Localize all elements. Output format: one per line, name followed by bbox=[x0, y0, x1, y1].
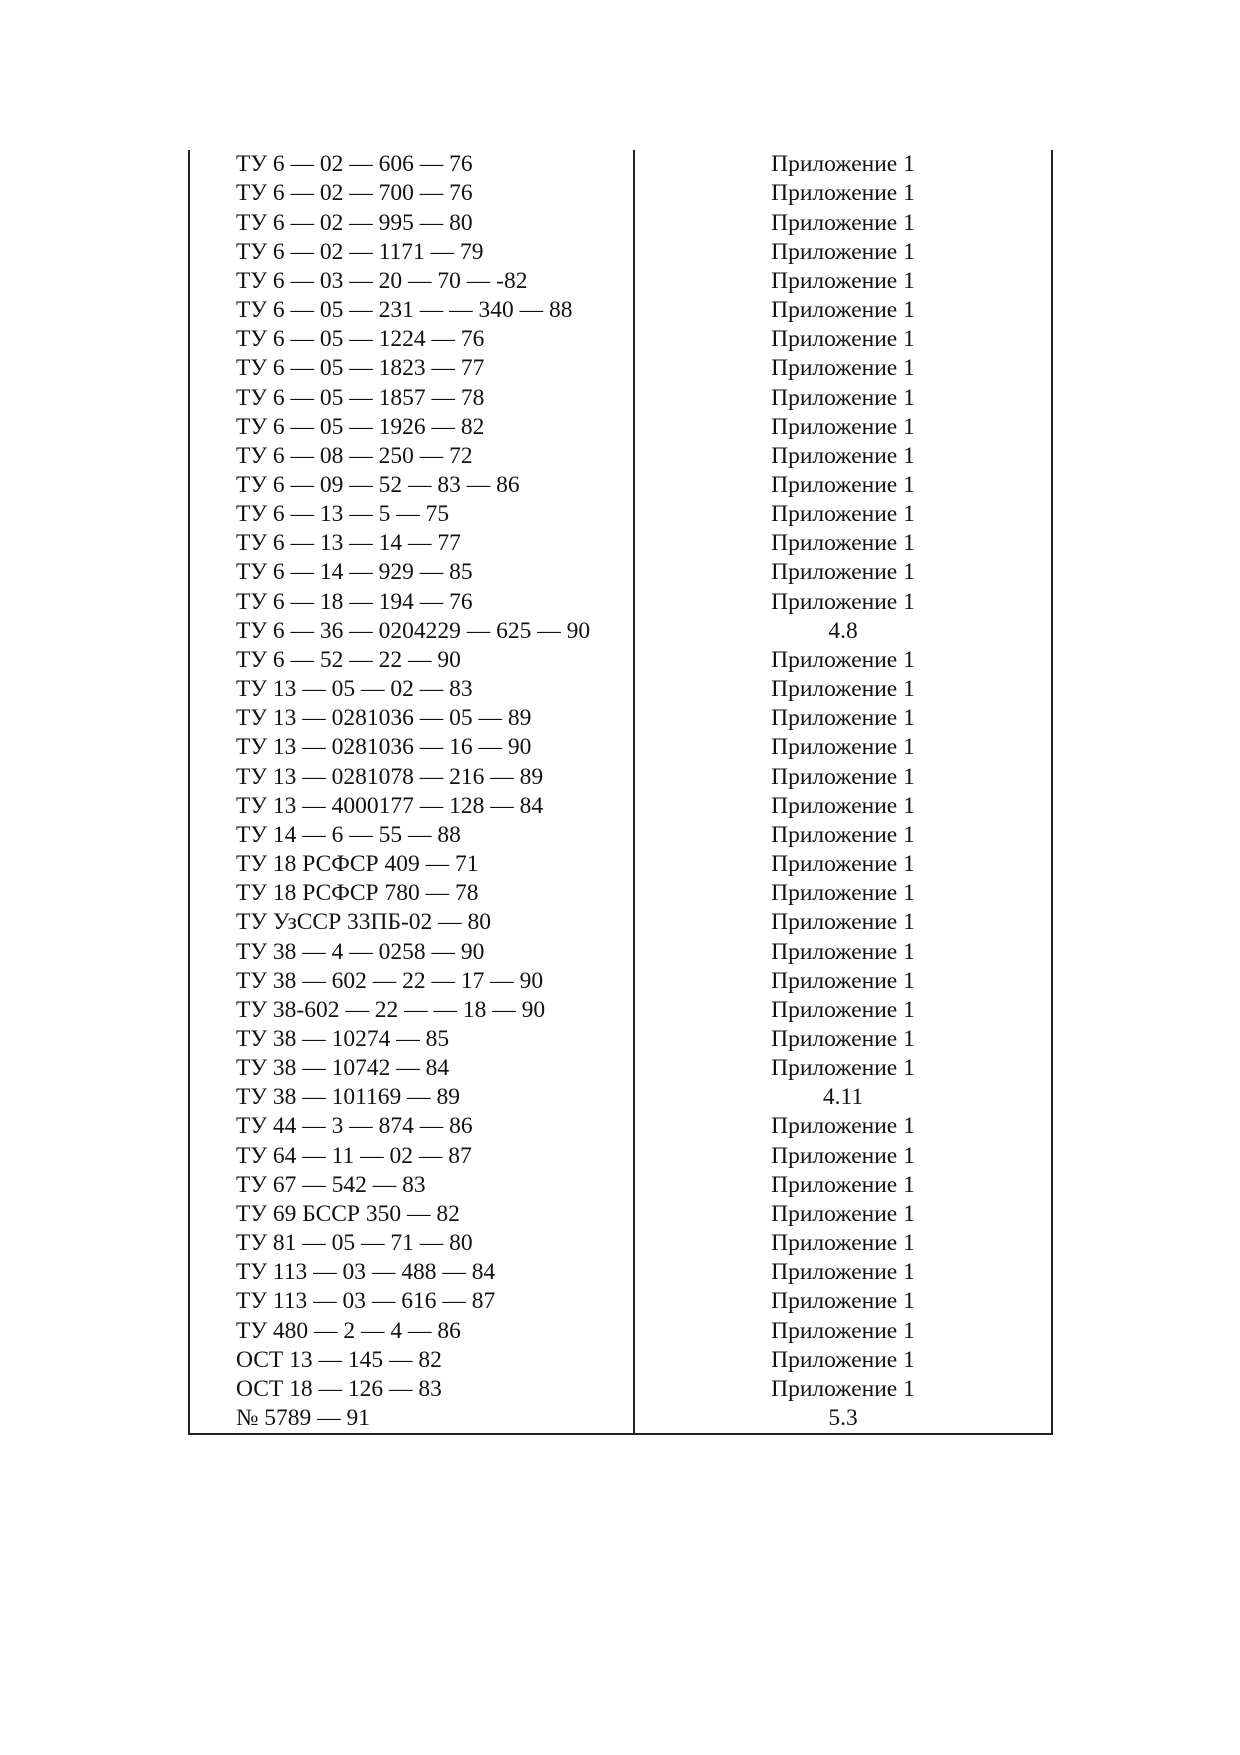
document-reference-cell: Приложение 1 bbox=[634, 558, 1052, 587]
standard-designation-cell: ТУ 6 — 05 — 1857 — 78 bbox=[189, 383, 634, 412]
document-reference-cell: Приложение 1 bbox=[634, 471, 1052, 500]
standard-designation-cell: ОСТ 18 — 126 — 83 bbox=[189, 1375, 634, 1404]
table-row bbox=[189, 937, 1052, 966]
standard-designation-cell: ТУ 38 — 101169 — 89 bbox=[189, 1083, 634, 1112]
standard-designation-cell: ТУ 38 — 4 — 0258 — 90 bbox=[189, 937, 634, 966]
document-reference-cell: Приложение 1 bbox=[634, 646, 1052, 675]
table-row bbox=[189, 1287, 1052, 1316]
standard-designation-cell: ТУ 81 — 05 — 71 — 80 bbox=[189, 1229, 634, 1258]
standard-designation-cell: ТУ 6 — 09 — 52 — 83 — 86 bbox=[189, 471, 634, 500]
standard-designation-cell: ТУ 13 — 0281036 — 16 — 90 bbox=[189, 733, 634, 762]
document-reference-cell: Приложение 1 bbox=[634, 1200, 1052, 1229]
table-row bbox=[189, 1025, 1052, 1054]
table-row bbox=[189, 587, 1052, 616]
document-reference-cell: Приложение 1 bbox=[634, 762, 1052, 791]
table-row bbox=[189, 704, 1052, 733]
table-row bbox=[189, 908, 1052, 937]
standard-designation-cell: ТУ 6 — 05 — 1823 — 77 bbox=[189, 354, 634, 383]
standard-designation-cell: ТУ 64 — 11 — 02 — 87 bbox=[189, 1141, 634, 1170]
table-row bbox=[189, 1258, 1052, 1287]
standard-designation-cell: ТУ 6 — 03 — 20 — 70 — -82 bbox=[189, 267, 634, 296]
document-reference-cell: Приложение 1 bbox=[634, 296, 1052, 325]
standard-designation-cell: ТУ 113 — 03 — 616 — 87 bbox=[189, 1287, 634, 1316]
standard-designation-cell: ТУ 13 — 4000177 — 128 — 84 bbox=[189, 791, 634, 820]
document-reference-cell: Приложение 1 bbox=[634, 354, 1052, 383]
table-row bbox=[189, 325, 1052, 354]
table-row bbox=[189, 354, 1052, 383]
table-body bbox=[189, 150, 1052, 1434]
table-row bbox=[189, 1141, 1052, 1170]
document-reference-cell: Приложение 1 bbox=[634, 500, 1052, 529]
table-row bbox=[189, 267, 1052, 296]
document-reference-cell: Приложение 1 bbox=[634, 1170, 1052, 1199]
document-reference-cell: Приложение 1 bbox=[634, 1345, 1052, 1374]
standard-designation-cell: ТУ 13 — 0281078 — 216 — 89 bbox=[189, 762, 634, 791]
document-reference-cell: Приложение 1 bbox=[634, 1287, 1052, 1316]
table-row bbox=[189, 208, 1052, 237]
standard-designation-cell: ТУ 6 — 05 — 1224 — 76 bbox=[189, 325, 634, 354]
table-row bbox=[189, 733, 1052, 762]
table-row bbox=[189, 675, 1052, 704]
table-row bbox=[189, 1375, 1052, 1404]
table-row bbox=[189, 529, 1052, 558]
standard-designation-cell: ТУ 13 — 05 — 02 — 83 bbox=[189, 675, 634, 704]
standard-designation-cell: ТУ 113 — 03 — 488 — 84 bbox=[189, 1258, 634, 1287]
table-row bbox=[189, 179, 1052, 208]
standard-designation-cell: ТУ 13 — 0281036 — 05 — 89 bbox=[189, 704, 634, 733]
table-row bbox=[189, 617, 1052, 646]
document-reference-cell: Приложение 1 bbox=[634, 237, 1052, 266]
standard-designation-cell: ТУ 67 — 542 — 83 bbox=[189, 1170, 634, 1199]
standard-designation-cell: ТУ 14 — 6 — 55 — 88 bbox=[189, 821, 634, 850]
document-reference-cell: Приложение 1 bbox=[634, 208, 1052, 237]
document-reference-cell: Приложение 1 bbox=[634, 529, 1052, 558]
table-row bbox=[189, 1316, 1052, 1345]
document-reference-cell: Приложение 1 bbox=[634, 850, 1052, 879]
table-row bbox=[189, 879, 1052, 908]
document-reference-cell: Приложение 1 bbox=[634, 1141, 1052, 1170]
document-reference-cell: Приложение 1 bbox=[634, 704, 1052, 733]
table-row bbox=[189, 150, 1052, 179]
standard-designation-cell: ТУ УзССР 33ПБ-02 — 80 bbox=[189, 908, 634, 937]
document-reference-cell: Приложение 1 bbox=[634, 1229, 1052, 1258]
document-reference-cell: Приложение 1 bbox=[634, 442, 1052, 471]
document-reference-cell: Приложение 1 bbox=[634, 1025, 1052, 1054]
table-row bbox=[189, 1404, 1052, 1434]
document-reference-cell: Приложение 1 bbox=[634, 937, 1052, 966]
table-row bbox=[189, 442, 1052, 471]
table-row bbox=[189, 1345, 1052, 1374]
standard-designation-cell: ТУ 6 — 08 — 250 — 72 bbox=[189, 442, 634, 471]
document-reference-cell: Приложение 1 bbox=[634, 383, 1052, 412]
table-row bbox=[189, 558, 1052, 587]
document-reference-cell: Приложение 1 bbox=[634, 996, 1052, 1025]
table-row bbox=[189, 966, 1052, 995]
standard-designation-cell: ТУ 6 — 13 — 5 — 75 bbox=[189, 500, 634, 529]
table-row bbox=[189, 1083, 1052, 1112]
table-row bbox=[189, 1200, 1052, 1229]
standard-designation-cell: ТУ 38-602 — 22 — — 18 — 90 bbox=[189, 996, 634, 1025]
standard-designation-cell: ТУ 38 — 10742 — 84 bbox=[189, 1054, 634, 1083]
document-reference-cell: Приложение 1 bbox=[634, 879, 1052, 908]
standard-designation-cell: ТУ 38 — 602 — 22 — 17 — 90 bbox=[189, 966, 634, 995]
standard-designation-cell: ТУ 18 РСФСР 780 — 78 bbox=[189, 879, 634, 908]
standard-designation-cell: ТУ 480 — 2 — 4 — 86 bbox=[189, 1316, 634, 1345]
standard-designation-cell: ТУ 6 — 05 — 1926 — 82 bbox=[189, 412, 634, 441]
standard-designation-cell: ТУ 6 — 02 — 1171 — 79 bbox=[189, 237, 634, 266]
document-reference-cell: 4.8 bbox=[634, 617, 1052, 646]
document-reference-cell: Приложение 1 bbox=[634, 1316, 1052, 1345]
standard-designation-cell: № 5789 — 91 bbox=[189, 1404, 634, 1434]
document-reference-cell: Приложение 1 bbox=[634, 1258, 1052, 1287]
table-row bbox=[189, 471, 1052, 500]
table-row bbox=[189, 762, 1052, 791]
document-reference-cell: Приложение 1 bbox=[634, 587, 1052, 616]
document-reference-cell: Приложение 1 bbox=[634, 325, 1052, 354]
standard-designation-cell: ТУ 69 БССР 350 — 82 bbox=[189, 1200, 634, 1229]
document-reference-cell: Приложение 1 bbox=[634, 1375, 1052, 1404]
table-row bbox=[189, 821, 1052, 850]
table-row bbox=[189, 1112, 1052, 1141]
document-reference-cell: 4.11 bbox=[634, 1083, 1052, 1112]
table-row bbox=[189, 237, 1052, 266]
document-reference-cell: Приложение 1 bbox=[634, 675, 1052, 704]
standard-designation-cell: ТУ 44 — 3 — 874 — 86 bbox=[189, 1112, 634, 1141]
document-reference-cell: Приложение 1 bbox=[634, 966, 1052, 995]
table-row bbox=[189, 850, 1052, 879]
standard-designation-cell: ТУ 6 — 52 — 22 — 90 bbox=[189, 646, 634, 675]
standard-designation-cell: ТУ 6 — 14 — 929 — 85 bbox=[189, 558, 634, 587]
document-reference-cell: Приложение 1 bbox=[634, 908, 1052, 937]
standard-designation-cell: ОСТ 13 — 145 — 82 bbox=[189, 1345, 634, 1374]
document-reference-cell: Приложение 1 bbox=[634, 412, 1052, 441]
document-reference-cell: Приложение 1 bbox=[634, 791, 1052, 820]
standard-designation-cell: ТУ 6 — 18 — 194 — 76 bbox=[189, 587, 634, 616]
table-row bbox=[189, 500, 1052, 529]
document-reference-cell: 5.3 bbox=[634, 1404, 1052, 1434]
table-row bbox=[189, 296, 1052, 325]
standard-designation-cell: ТУ 6 — 05 — 231 — — 340 — 88 bbox=[189, 296, 634, 325]
standard-designation-cell: ТУ 6 — 02 — 700 — 76 bbox=[189, 179, 634, 208]
standard-designation-cell: ТУ 6 — 36 — 0204229 — 625 — 90 bbox=[189, 617, 634, 646]
table-row bbox=[189, 1229, 1052, 1258]
table-row bbox=[189, 383, 1052, 412]
standard-designation-cell: ТУ 6 — 13 — 14 — 77 bbox=[189, 529, 634, 558]
document-reference-cell: Приложение 1 bbox=[634, 267, 1052, 296]
document-reference-cell: Приложение 1 bbox=[634, 733, 1052, 762]
table-row bbox=[189, 791, 1052, 820]
document-reference-cell: Приложение 1 bbox=[634, 1112, 1052, 1141]
table-row bbox=[189, 1054, 1052, 1083]
standard-designation-cell: ТУ 6 — 02 — 995 — 80 bbox=[189, 208, 634, 237]
table-row bbox=[189, 1170, 1052, 1199]
standards-reference-table bbox=[188, 150, 1053, 1435]
document-reference-cell: Приложение 1 bbox=[634, 179, 1052, 208]
standard-designation-cell: ТУ 6 — 02 — 606 — 76 bbox=[189, 150, 634, 179]
document-reference-cell: Приложение 1 bbox=[634, 1054, 1052, 1083]
standard-designation-cell: ТУ 18 РСФСР 409 — 71 bbox=[189, 850, 634, 879]
table-row bbox=[189, 646, 1052, 675]
document-reference-cell: Приложение 1 bbox=[634, 821, 1052, 850]
standard-designation-cell: ТУ 38 — 10274 — 85 bbox=[189, 1025, 634, 1054]
document-reference-cell: Приложение 1 bbox=[634, 150, 1052, 179]
table-row bbox=[189, 412, 1052, 441]
table-row bbox=[189, 996, 1052, 1025]
